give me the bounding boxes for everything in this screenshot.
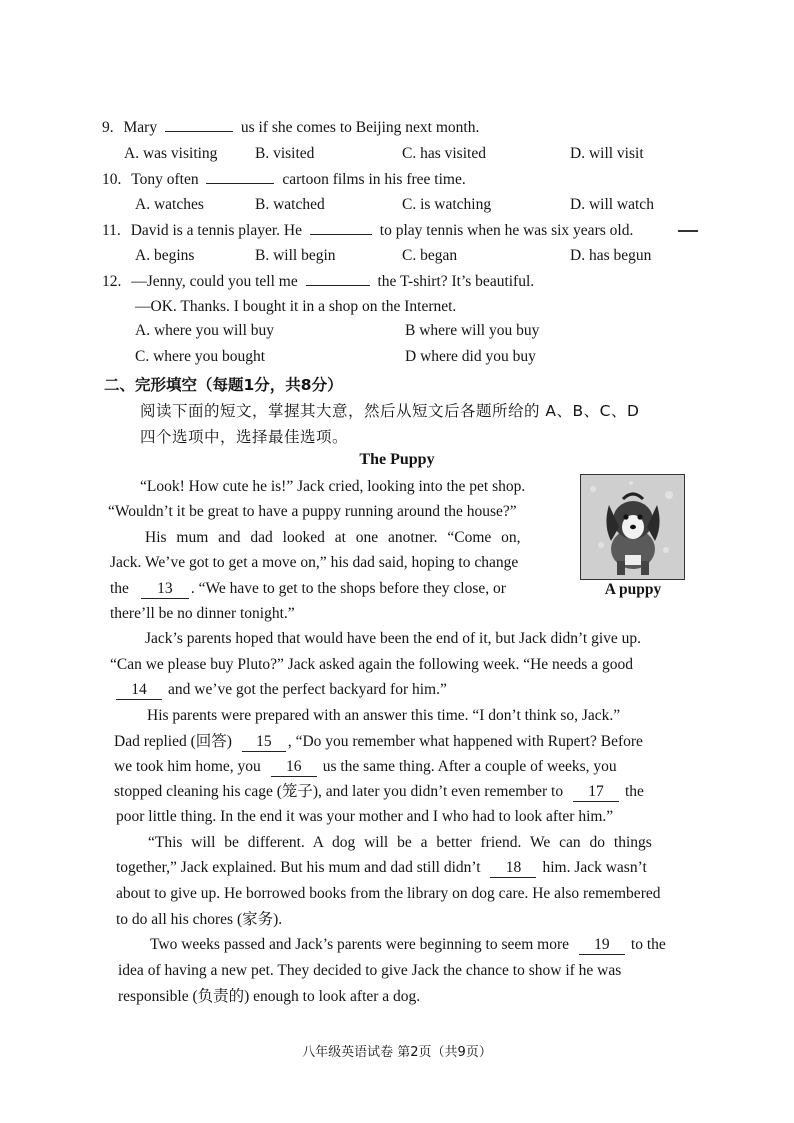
option-b[interactable]: B. visited	[255, 145, 315, 162]
figure-caption: A puppy	[604, 581, 662, 598]
dialogue-reply: —OK. Thanks. I bought it in a shop on the Internet.	[135, 298, 457, 315]
cloze-blank-14[interactable]: 14	[116, 681, 162, 700]
passage-text: the	[624, 783, 644, 800]
puppy-icon	[581, 475, 684, 579]
passage-line: “Look! How cute he is!” Jack cried, looking into the pet shop.	[140, 478, 526, 495]
question-number: 9.	[102, 119, 114, 136]
passage-line: “Can we please buy Pluto?” Jack asked again the following week. “He needs a good	[110, 656, 633, 673]
passage-line: “Wouldn’t it be great to have a puppy running around the house?”	[108, 503, 517, 520]
question-stem-start: Tony often	[131, 171, 199, 188]
passage-line: to do all his chores (家务).	[116, 911, 283, 928]
passage-line	[116, 858, 647, 878]
passage-text: us the same thing. After a couple of weeks, you	[322, 758, 617, 775]
passage-text: stopped cleaning his cage (笼子), and later you didn’t even remember to	[114, 783, 564, 800]
option-b[interactable]: B. watched	[255, 196, 325, 213]
answer-blank[interactable]	[310, 234, 372, 235]
passage-line	[116, 680, 447, 700]
option-d[interactable]: D. will watch	[570, 196, 654, 213]
passage-text: the	[110, 580, 129, 597]
passage-text: , “Do you remember what happened with Rupert? Before	[287, 733, 643, 750]
option-c[interactable]: C. began	[402, 247, 458, 264]
passage-line	[114, 757, 617, 777]
option-a[interactable]: A. was visiting	[124, 145, 218, 162]
passage-text: Two weeks passed and Jack’s parents were beginning to seem more	[150, 936, 570, 953]
section-instruction-line-2: 四个选项中，选择最佳选项。	[140, 428, 349, 446]
option-a[interactable]: A. begins	[135, 247, 195, 264]
option-c[interactable]: C. has visited	[402, 145, 486, 162]
section-heading: 二、完形填空（每题1分，共8分）	[104, 376, 343, 394]
passage-line: Jack’s parents hoped that would have been the end of it, but Jack didn’t give up.	[145, 630, 642, 647]
passage-text: Dad replied (回答)	[114, 733, 232, 750]
question-stem-start: David is a tennis player. He	[130, 222, 303, 239]
question-9	[102, 118, 479, 138]
stray-pen-mark	[678, 230, 698, 232]
question-stem-end: to play tennis when he was six years old.	[379, 222, 634, 239]
question-stem-end: us if she comes to Beijing next month.	[240, 119, 480, 136]
passage-line	[114, 732, 643, 752]
option-b[interactable]: B. will begin	[255, 247, 336, 264]
cloze-blank-17[interactable]: 17	[573, 783, 619, 802]
passage-line: responsible (负责的) enough to look after a dog.	[118, 988, 421, 1005]
passage-text: we took him home, you	[114, 758, 261, 775]
answer-blank[interactable]	[165, 131, 233, 132]
passage-line: Jack. We’ve got to get a move on,” his dad said, hoping to change	[110, 554, 519, 571]
passage-title: The Puppy	[359, 451, 435, 468]
page-footer: 八年级英语试卷 第2页（共9页）	[302, 1045, 492, 1060]
passage-line	[110, 579, 506, 599]
cloze-blank-13[interactable]: 13	[141, 580, 189, 599]
option-d[interactable]: D where did you buy	[405, 348, 536, 365]
question-number: 12.	[102, 273, 122, 290]
passage-text: him. Jack wasn’t	[542, 859, 647, 876]
option-d[interactable]: D. has begun	[570, 247, 652, 264]
option-c[interactable]: C. is watching	[402, 196, 492, 213]
passage-text: and we’ve got the perfect backyard for him.”	[168, 681, 447, 698]
question-12	[102, 272, 534, 292]
question-number: 11.	[102, 222, 121, 239]
question-stem-start: Mary	[123, 119, 158, 136]
option-b[interactable]: B where will you buy	[405, 322, 540, 339]
cloze-blank-18[interactable]: 18	[490, 859, 536, 878]
cloze-blank-19[interactable]: 19	[579, 936, 625, 955]
passage-line: poor little thing. In the end it was your mother and I who had to look after him.”	[116, 808, 614, 825]
passage-line: there’ll be no dinner tonight.”	[110, 605, 295, 622]
option-c[interactable]: C. where you bought	[135, 348, 266, 365]
passage-line: His parents were prepared with an answer this time. “I don’t think so, Jack.”	[147, 707, 621, 724]
question-stem-start: —Jenny, could you tell me	[131, 273, 298, 290]
option-d[interactable]: D. will visit	[570, 145, 644, 162]
question-10	[102, 170, 466, 190]
passage-line: idea of having a new pet. They decided to give Jack the chance to show if he was	[118, 962, 622, 979]
question-stem-end: cartoon films in his free time.	[282, 171, 466, 188]
passage-line	[114, 782, 644, 802]
question-number: 10.	[102, 171, 122, 188]
question-stem-end: the T-shirt? It’s beautiful.	[377, 273, 535, 290]
passage-text: . “We have to get to the shops before they close, or	[190, 580, 506, 597]
cloze-blank-16[interactable]: 16	[271, 758, 317, 777]
cloze-blank-15[interactable]: 15	[242, 733, 286, 752]
answer-blank[interactable]	[306, 285, 370, 286]
passage-line: His mum and dad looked at one anotner. “Come on,	[145, 529, 521, 546]
passage-line: about to give up. He borrowed books from the library on dog care. He also remembered	[116, 885, 661, 902]
passage-text: to the	[630, 936, 666, 953]
question-11	[102, 221, 633, 241]
answer-blank[interactable]	[206, 183, 274, 184]
passage-line: “This will be different. A dog will be a better friend. We can do things	[148, 834, 652, 851]
option-a[interactable]: A. watches	[135, 196, 204, 213]
passage-text: together,” Jack explained. But his mum and dad still didn’t	[116, 859, 481, 876]
puppy-photo	[580, 474, 685, 580]
passage-line	[150, 935, 666, 955]
section-instruction-line-1: 阅读下面的短文，掌握其大意，然后从短文后各题所给的 A、B、C、D	[140, 402, 640, 420]
option-a[interactable]: A. where you will buy	[135, 322, 275, 339]
